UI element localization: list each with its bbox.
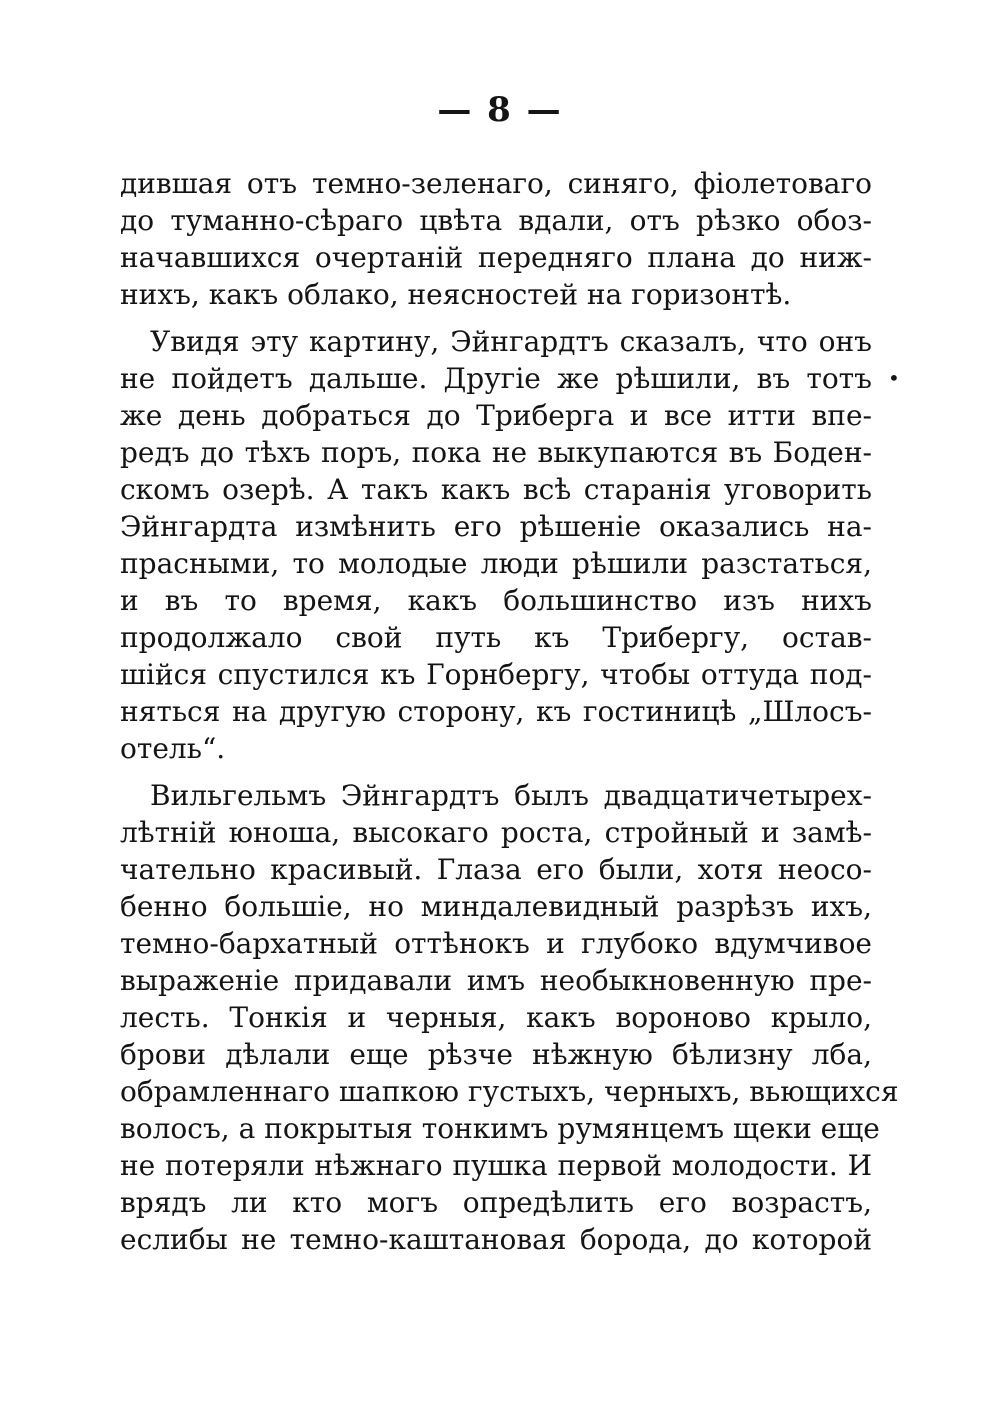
text-line: не потеряли нѣжнаго пушка первой молодости. И bbox=[120, 1149, 872, 1182]
paragraph-gap bbox=[120, 767, 872, 777]
text-line: нихъ, какъ облако, неясностей на горизонтѣ. bbox=[120, 278, 792, 311]
text-line: редъ до тѣхъ поръ, пока не выкупаются въ Боден- bbox=[120, 436, 872, 469]
text-line: же день добраться до Триберга и все итти впе- bbox=[120, 399, 872, 432]
text-line: начавшихся очертаній передняго плана до ниж- bbox=[120, 241, 872, 274]
text-line: чательно красивый. Глаза его были, хотя неосо- bbox=[120, 853, 872, 886]
text-line: лесть. Тонкія и черныя, какъ вороново крыло, bbox=[120, 1001, 872, 1034]
page-number: — 8 — bbox=[437, 90, 563, 130]
text-line: продолжало свой путь къ Трибергу, остав- bbox=[120, 621, 872, 654]
text-line: Вильгельмъ Эйнгардтъ былъ двадцатичетырех- bbox=[150, 779, 872, 812]
text-line: шійся спустился къ Горнбергу, чтобы оттуда под- bbox=[120, 658, 872, 691]
text-line: Увидя эту картину, Эйнгардтъ сказалъ, что онъ bbox=[150, 325, 872, 358]
text-line: дившая отъ темно-зеленаго, синяго, фіолетоваго bbox=[120, 167, 872, 200]
body-text bbox=[120, 165, 899, 1258]
text-line: еслибы не темно-каштановая борода, до которой bbox=[120, 1223, 872, 1256]
text-line: выраженіе придавали имъ необыкновенную пре- bbox=[120, 964, 872, 997]
text-line: лѣтній юноша, высокаго роста, стройный и замѣ- bbox=[120, 816, 872, 849]
margin-dot-mark: • bbox=[888, 366, 900, 390]
text-line: няться на другую сторону, къ гостиницѣ „Шлосъ- bbox=[120, 695, 872, 728]
text-line: отель“. bbox=[120, 732, 226, 765]
text-line: брови дѣлали еще рѣзче нѣжную бѣлизну лба, bbox=[120, 1038, 872, 1071]
text-line: и въ то время, какъ большинство изъ нихъ bbox=[120, 584, 872, 617]
paragraph-gap bbox=[120, 313, 872, 323]
text-line: скомъ озерѣ. А такъ какъ всѣ старанія уговорить bbox=[120, 473, 872, 506]
text-line: не пойдетъ дальше. Другіе же рѣшили, въ тотъ bbox=[120, 362, 872, 395]
text-line: до туманно-сѣраго цвѣта вдали, отъ рѣзко обоз- bbox=[120, 204, 872, 237]
text-line: Эйнгардта измѣнить его рѣшеніе оказались на- bbox=[120, 510, 872, 543]
text-line: врядъ ли кто могъ опредѣлить его возрастъ, bbox=[120, 1186, 872, 1219]
text-line: волосъ, а покрытыя тонкимъ румянцемъ щеки еще bbox=[120, 1112, 880, 1145]
text-line: бенно большіе, но миндалевидный разрѣзъ ихъ, bbox=[120, 890, 872, 923]
text-line: темно-бархатный оттѣнокъ и глубоко вдумчивое bbox=[120, 927, 872, 960]
text-line: прасными, то молодые люди рѣшили разстаться, bbox=[120, 547, 872, 580]
text-line: обрамленнаго шапкою густыхъ, черныхъ, вьющихся bbox=[120, 1075, 899, 1108]
